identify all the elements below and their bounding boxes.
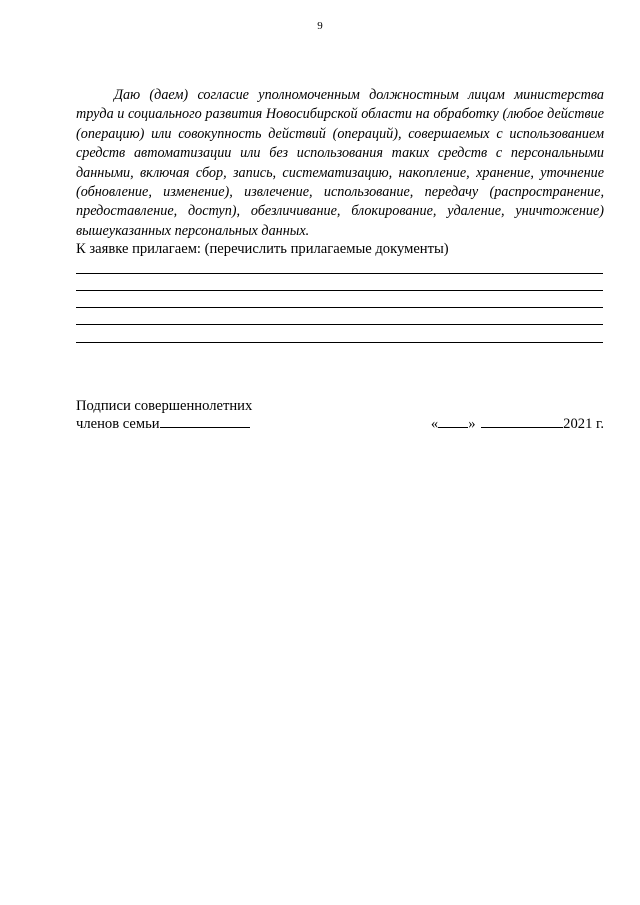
attachments-heading: К заявке прилагаем: (перечислить прилагаемые документы) <box>76 241 449 257</box>
page-number: 9 <box>317 20 323 32</box>
attachment-line-3 <box>76 307 603 308</box>
date-day-blank <box>438 414 468 428</box>
attachment-line-1 <box>76 273 603 274</box>
signature-blank <box>160 414 250 428</box>
signature-label-text: членов семьи <box>76 416 160 432</box>
date-close-quote: » <box>468 416 476 432</box>
date-year: 2021 г. <box>563 416 604 432</box>
attachment-line-4 <box>76 324 603 325</box>
signature-label-line2 <box>76 414 250 433</box>
attachment-line-5 <box>76 342 603 343</box>
consent-paragraph: Даю (даем) согласие уполномоченным должностным лицам министерства труда и социального развития Новосибирской области на обработку (любое действие (операцию) или совокупность действий (операций), совершаемых с использованием средств автоматизации или без использования таких средств с персональными данными, включая сбор, запись, систематизацию, накопление, хранение, уточнение (обновление, изменение), извлечение, использование, передачу (распространение, предоставление, доступ), обезличивание, блокирование, удаление, уничтожение) вышеуказанных персональных данных. <box>76 87 604 239</box>
attachment-line-2 <box>76 290 603 291</box>
date-block <box>431 414 604 433</box>
date-open-quote: « <box>430 416 439 432</box>
signature-label-line1: Подписи совершеннолетних <box>76 398 253 414</box>
date-month-blank <box>481 414 563 428</box>
